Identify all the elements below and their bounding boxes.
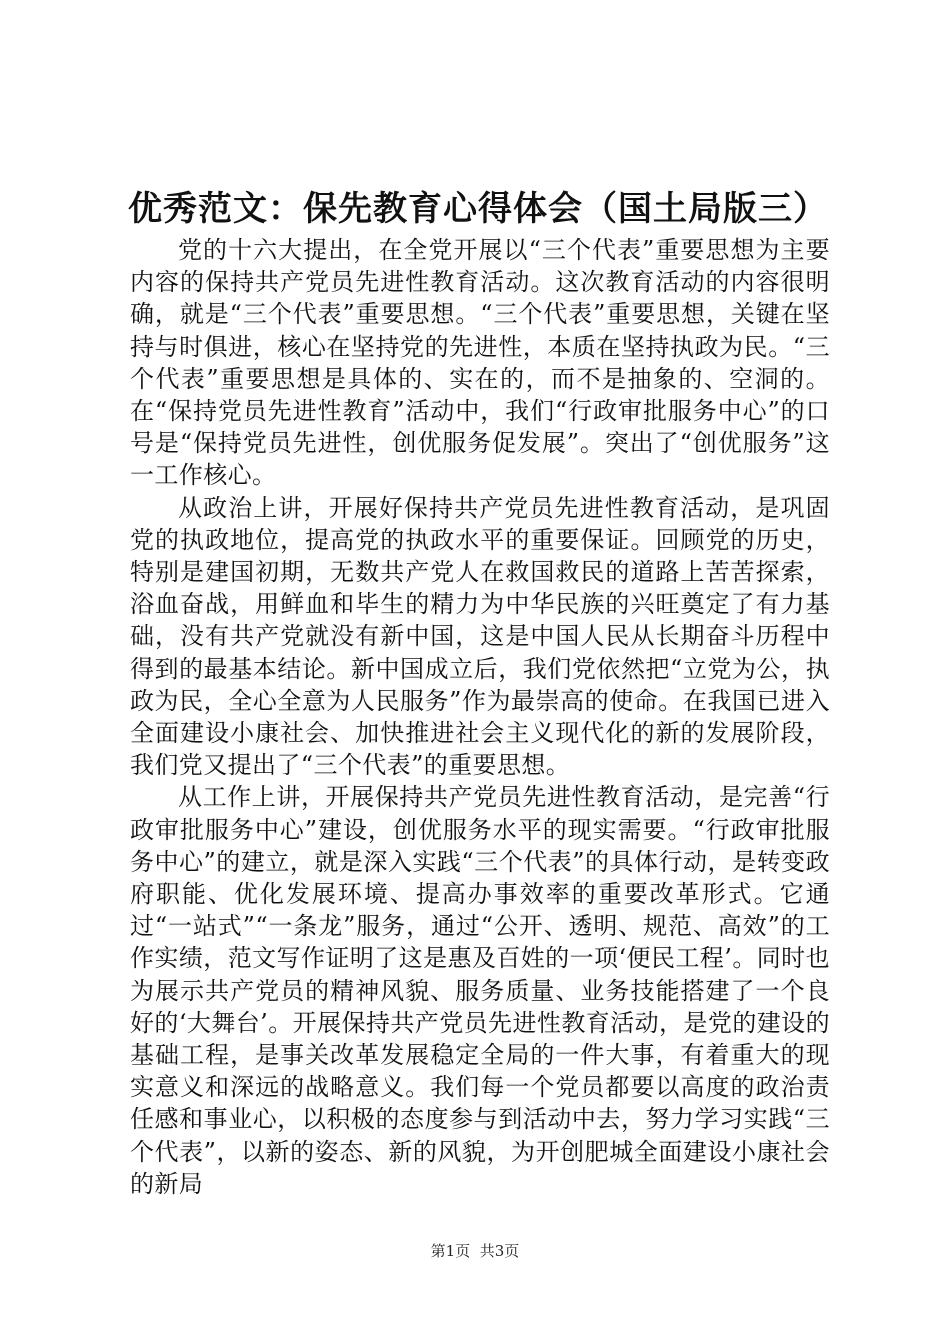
page-footer [0, 1241, 950, 1261]
paragraph-2: 从政治上讲，开展好保持共产党员先进性教育活动，是巩固党的执政地位，提高党的执政水平的重要保证。回顾党的历史，特别是建国初期，无数共产党人在救国救民的道路上苦苦探索，浴血奋战，用鲜血和毕生的精力为中华民族的兴旺奠定了有力基础，没有共产党就没有新中国，这是中国人民从长期奋斗历程中得到的最基本结论。新中国成立后，我们党依然把“立党为公，执政为民，全心全意为人民服务”作为最崇高的使命。在我国已进入全面建设小康社会、加快推进社会主义现代化的新的发展阶段，我们党又提出了“三个代表”的重要思想。 [130, 493, 830, 780]
document-body [130, 234, 830, 1200]
document-title: 优秀范文：保先教育心得体会（国土局版三） [128, 189, 828, 229]
paragraph-1: 党的十六大提出，在全党开展以“三个代表”重要思想为主要内容的保持共产党员先进性教育活动。这次教育活动的内容很明确，就是“三个代表”重要思想。“三个代表”重要思想，关键在坚持与时俱进，核心在坚持党的先进性，本质在坚持执政为民。“三个代表”重要思想是具体的、实在的，而不是抽象的、空洞的。在“保持党员先进性教育”活动中，我们“行政审批服务中心”的口号是“保持党员先进性，创优服务促发展”。突出了“创优服务”这一工作核心。 [130, 236, 830, 490]
page-total: 共3页 [479, 1242, 520, 1260]
page-number: 第1页 [430, 1242, 471, 1260]
paragraph-3: 从工作上讲，开展保持共产党员先进性教育活动，是完善“行政审批服务中心”建设，创优服务水平的现实需要。“行政审批服务中心”的建立，就是深入实践“三个代表”的具体行动，是转变政府职能、优化发展环境、提高办事效率的重要改革形式。它通过“一站式”“一条龙”服务，通过“公开、透明、规范、高效”的工作实绩，范文写作证明了这是惠及百姓的一项‘便民工程’。同时也为展示共产党员的精神风貌、服务质量、业务技能搭建了一个良好的‘大舞台’。开展保持共产党员先进性教育活动，是党的建设的基础工程，是事关改革发展稳定全局的一件大事，有着重大的现实意义和深远的战略意义。我们每一个党员都要以高度的政治责任感和事业心，以积极的态度参与到活动中去，努力学习实践“三个代表”，以新的姿态、新的风貌，为开创肥城全面建设小康社会的新局 [130, 783, 830, 1198]
